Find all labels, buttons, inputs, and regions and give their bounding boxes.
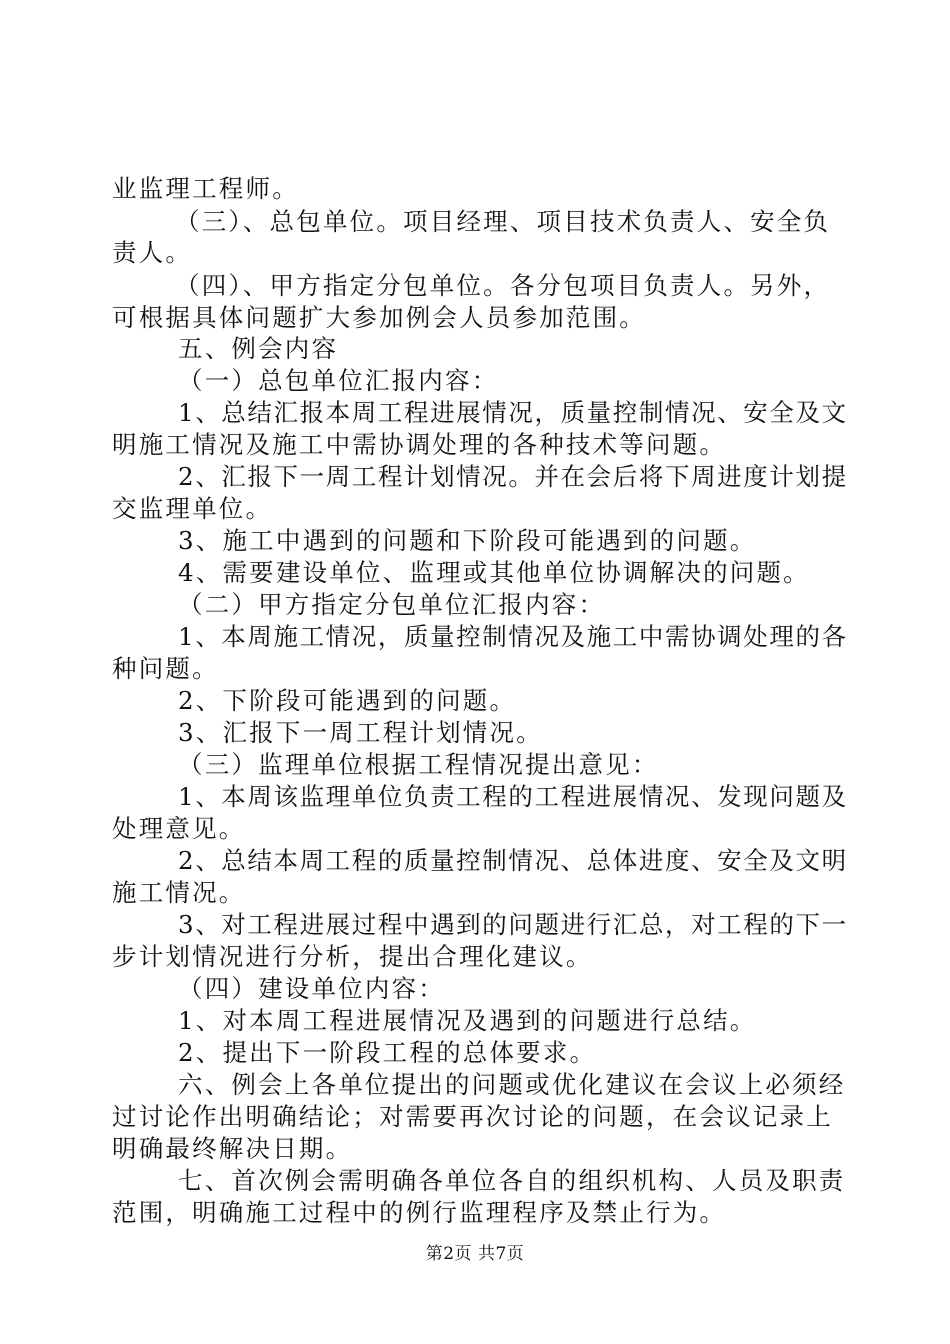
subsection-heading: （三）监理单位根据工程情况提出意见： — [178, 750, 659, 779]
text-line: 2、下阶段可能遇到的问题。 — [178, 686, 517, 715]
text-line: 明施工情况及施工中需协调处理的各种技术等问题。 — [112, 430, 727, 459]
section-heading: 七、首次例会需明确各单位各自的组织机构、人员及职责 — [178, 1166, 846, 1195]
text-line: 责人。 — [112, 238, 193, 267]
page-footer: 第2页 共7页 — [425, 1244, 525, 1264]
subsection-heading: （四）建设单位内容： — [178, 974, 445, 1003]
text-line: 处理意见。 — [112, 814, 246, 843]
text-line: 3、汇报下一周工程计划情况。 — [178, 718, 543, 747]
text-line: 2、汇报下一周工程计划情况。并在会后将下周进度计划提 — [178, 462, 848, 491]
text-line: 交监理单位。 — [112, 494, 273, 523]
text-line: 1、对本周工程进展情况及遇到的问题进行总结。 — [178, 1006, 757, 1035]
subsection-heading: （一）总包单位汇报内容： — [178, 366, 499, 395]
text-line: 明确最终解决日期。 — [112, 1134, 353, 1163]
text-line: （三）、总包单位。项目经理、项目技术负责人、安全负 — [175, 207, 831, 236]
text-line: 2、提出下一阶段工程的总体要求。 — [178, 1038, 597, 1067]
text-line: 范围，明确施工过程中的例行监理程序及禁止行为。 — [112, 1198, 727, 1227]
text-line: 可根据具体问题扩大参加例会人员参加范围。 — [112, 303, 646, 332]
text-line: 种问题。 — [112, 654, 219, 683]
text-line: （四）、甲方指定分包单位。各分包项目负责人。另外， — [175, 271, 831, 300]
text-line: 3、对工程进展过程中遇到的问题进行汇总，对工程的下一 — [178, 910, 848, 939]
text-line: 施工情况。 — [112, 878, 246, 907]
text-line: 3、施工中遇到的问题和下阶段可能遇到的问题。 — [178, 526, 757, 555]
text-line: 4、需要建设单位、监理或其他单位协调解决的问题。 — [178, 558, 810, 587]
text-line: 1、本周施工情况，质量控制情况及施工中需协调处理的各 — [178, 622, 848, 651]
text-line: 1、总结汇报本周工程进展情况，质量控制情况、安全及文 — [178, 398, 848, 427]
text-line: 2、总结本周工程的质量控制情况、总体进度、安全及文明 — [178, 846, 848, 875]
text-line: 业监理工程师。 — [112, 174, 299, 203]
text-line: 过讨论作出明确结论；对需要再次讨论的问题，在会议记录上 — [112, 1102, 833, 1131]
text-line: 步计划情况进行分析，提出合理化建议。 — [112, 942, 593, 971]
section-heading: 六、例会上各单位提出的问题或优化建议在会议上必须经 — [178, 1070, 846, 1099]
text-line: 1、本周该监理单位负责工程的工程进展情况、发现问题及 — [178, 782, 848, 811]
section-heading: 五、例会内容 — [178, 334, 339, 363]
subsection-heading: （二）甲方指定分包单位汇报内容： — [178, 590, 606, 619]
